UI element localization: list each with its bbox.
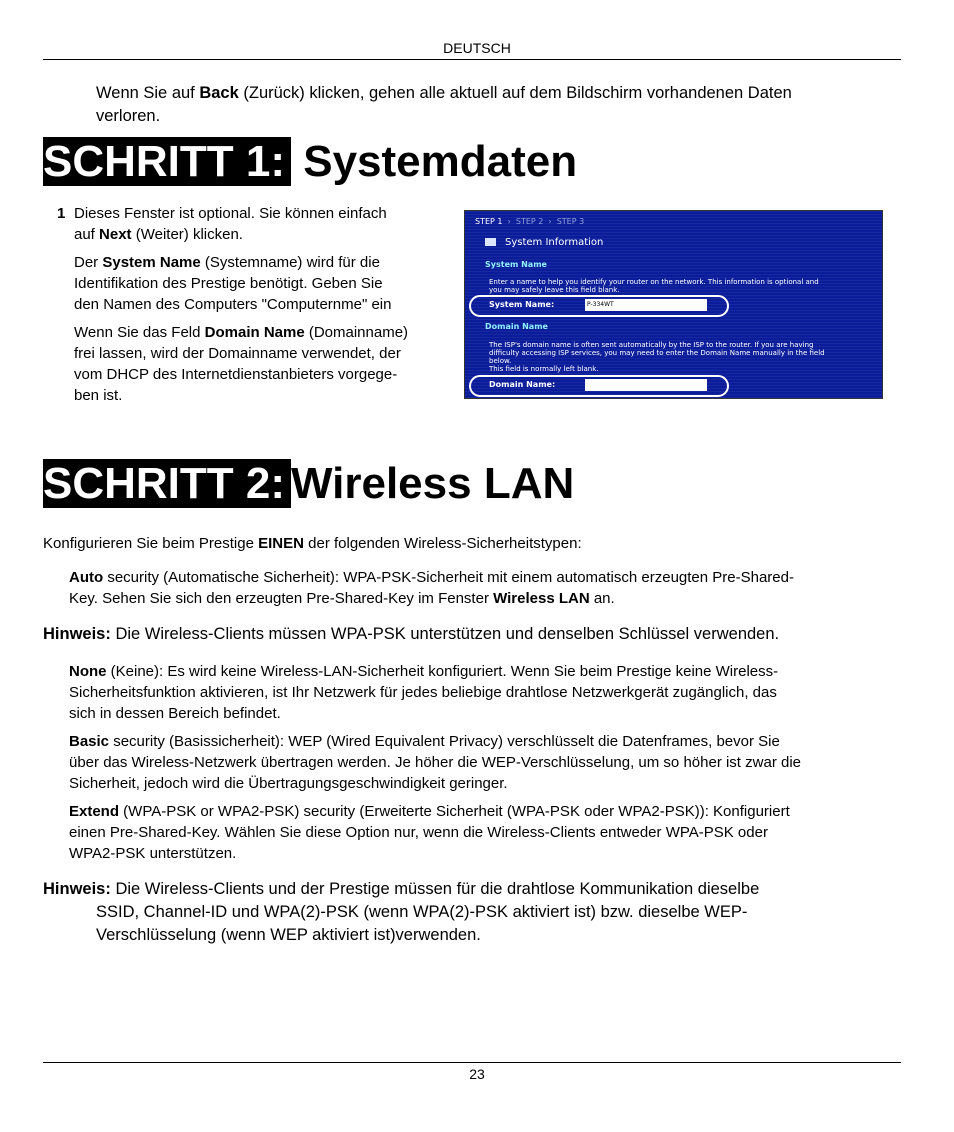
step1-list-number: 1 xyxy=(57,205,66,222)
highlight-oval xyxy=(469,295,729,317)
wizard-steps xyxy=(475,217,872,231)
none-security-paragraph: None (Keine): Es wird keine Wireless-LAN-Sicherheit konfiguriert. Wenn Sie beim Prestige keine Wireless- Sicherheitsfunktion aktivieren, ist Ihr Netzwerk für jedes beliebige drahtlose Netzwerkgerät zugänglich, das sich in dessen Bereich befindet. xyxy=(69,663,779,722)
system-information-screenshot xyxy=(464,210,883,399)
folder-icon xyxy=(485,238,496,246)
system-name-section: System Name xyxy=(485,260,547,269)
step1-paragraph-3: Wenn Sie das Feld Domain Name (Domainname) frei lassen, wird der Domainname verwendet, der vom DHCP des Internetdienstanbieters vorgege- ben ist. xyxy=(74,324,409,404)
step2-label: SCHRITT 2: xyxy=(43,459,291,508)
step1-title: Systemdaten xyxy=(291,137,578,186)
system-name-input[interactable]: P-334WT xyxy=(585,299,707,311)
header-rule xyxy=(43,59,901,60)
domain-name-section: Domain Name xyxy=(485,322,548,331)
step2-title: Wireless LAN xyxy=(291,459,575,508)
basic-security-paragraph: Basic security (Basissicherheit): WEP (Wired Equivalent Privacy) verschlüsselt die Datenframes, bevor Sie über das Wireless-Netzwerk übertragen werden. Je höher die WEP-Verschlüsselung, um so höher ist zwar die Sicherheit, jedoch wird die Übertragungsgeschwindigkeit geringer. xyxy=(69,733,801,792)
step-separator-icon: › xyxy=(505,217,516,226)
step2-heading xyxy=(43,455,574,513)
wizard-step-2: STEP 2 xyxy=(515,217,544,226)
page-header-language: DEUTSCH xyxy=(443,40,511,56)
footer-rule xyxy=(43,1062,901,1063)
system-name-label: System Name: xyxy=(489,300,555,309)
wizard-step-1: STEP 1 xyxy=(475,217,503,226)
auto-security-paragraph: Auto security (Automatische Sicherheit): WPA-PSK-Sicherheit mit einem automatisch erzeugten Pre-Shared- Key. Sehen Sie sich den erzeugten Pre-Shared-Key im Fenster Wireless LAN an. xyxy=(69,569,794,607)
domain-name-help: The ISP's domain name is often sent automatically by the ISP to the router. If you are having difficulty accessing ISP services, you may need to enter the Domain Name manually in the field below. This field is normally left blank. xyxy=(489,341,825,373)
step1-paragraph-2: Der System Name (Systemname) wird für die Identifikation des Prestige benötigt. Geben Sie den Namen des Computers "Computernme" ein xyxy=(74,254,392,313)
note-1: Hinweis: Die Wireless-Clients müssen WPA-PSK unterstützen und denselben Schlüssel verwenden. xyxy=(43,625,780,643)
system-name-help: Enter a name to help you identify your router on the network. This information is optional and you may safely leave this field blank. xyxy=(489,278,819,294)
highlight-oval xyxy=(469,375,729,397)
step1-label: SCHRITT 1: xyxy=(43,137,291,186)
step1-heading xyxy=(43,133,577,191)
extend-security-paragraph: Extend (WPA-PSK or WPA2-PSK) security (Erweiterte Sicherheit (WPA-PSK oder WPA2-PSK)): Konfiguriert einen Pre-Shared-Key. Wählen Sie diese Option nur, wenn die Wireless-Clients entweder WPA-PSK oder WPA2-PSK unterstützen. xyxy=(69,803,790,862)
step-separator-icon: › xyxy=(545,217,557,226)
page-number: 23 xyxy=(469,1066,485,1082)
wizard-title: System Information xyxy=(505,237,604,248)
note-2: Hinweis: Die Wireless-Clients und der Prestige müssen für die drahtlose Kommunikation dieselbe SSID, Channel-ID und WPA(2)-PSK (wenn WPA(2)-PSK aktiviert ist) bzw. dieselbe WEP- Verschlüsselung (wenn WEP aktiviert ist)verwenden. xyxy=(43,880,760,944)
intro-paragraph: Wenn Sie auf Back (Zurück) klicken, gehen alle aktuell auf dem Bildschirm vorhandenen Daten verloren. xyxy=(96,84,792,125)
wizard-step-3: STEP 3 xyxy=(556,217,585,226)
step1-paragraph-1: Dieses Fenster ist optional. Sie können einfach auf Next (Weiter) klicken. xyxy=(74,205,387,243)
step2-intro: Konfigurieren Sie beim Prestige EINEN der folgenden Wireless-Sicherheitstypen: xyxy=(43,535,582,552)
domain-name-label: Domain Name: xyxy=(489,380,556,389)
